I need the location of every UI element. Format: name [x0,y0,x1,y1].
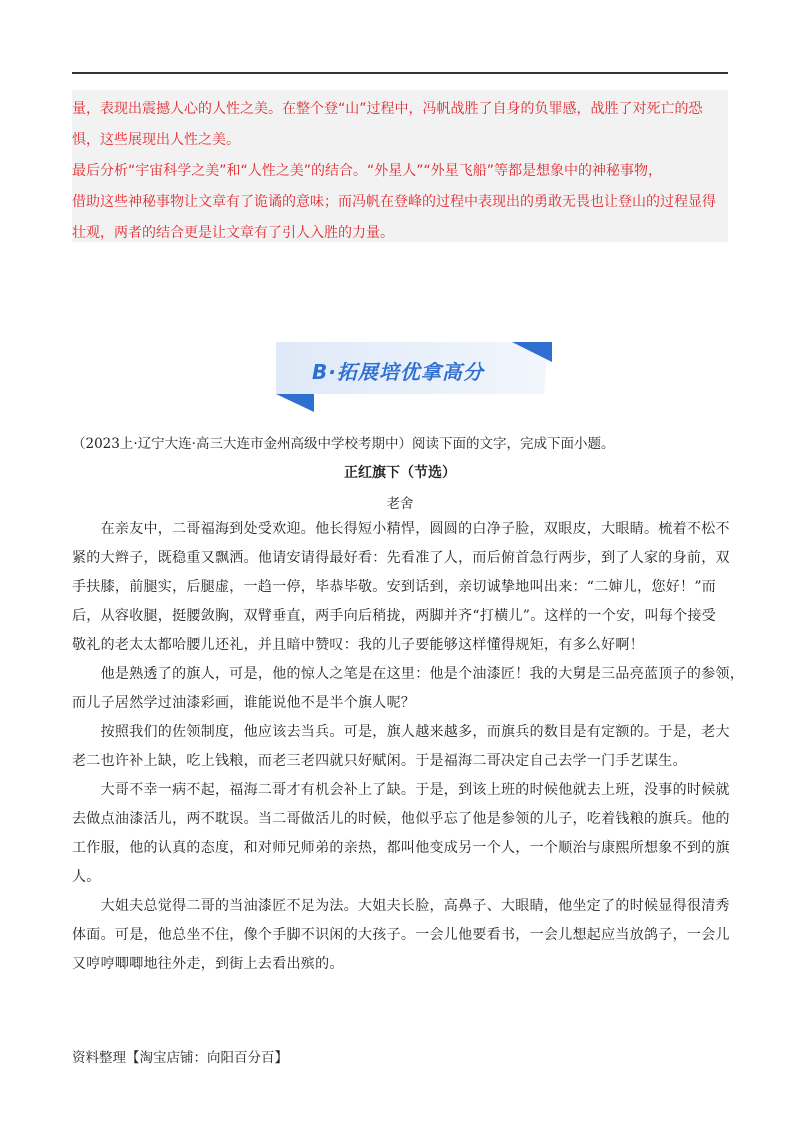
article-line: 大姐夫总觉得二哥的当油漆匠不足为法。大姐夫长脸，高鼻子、大眼睛，他坐定了的时候显得很清秀 [72,898,730,914]
answer-analysis-box [72,90,728,242]
question-source: （2023上·辽宁大连·高三大连市金州高级中学校考期中）阅读下面的文字，完成下面小题。 [72,436,615,452]
article-line: 而儿子居然学过油漆彩画，谁能说他不是半个旗人呢？ [72,695,416,711]
article-line: 手扶膝，前腿实，后腿虚，一趋一停，毕恭毕敬。安到话到，亲切诚挚地叫出来：“二婶儿，您好！”而 [72,579,717,595]
article-line: 去做点油漆活儿，两不耽误。当二哥做活儿的时候，他似乎忘了他是参领的儿子，吃着钱粮的旗兵。他的 [72,811,730,827]
article-line: 工作服，他的认真的态度，和对师兄师弟的亲热，都叫他变成另一个人，一个顺治与康熙所想象不到的旗 [72,840,730,856]
article-line: 又哼哼唧唧地往外走，到街上去看出殡的。 [72,956,344,972]
answer-line: 壮观，两者的结合更是让文章有了引人入胜的力量。 [72,225,394,241]
article-line: 按照我们的佐领制度，他应该去当兵。可是，旗人越来越多，而旗兵的数目是有定额的。于是，老大 [72,724,730,740]
answer-line: 惧，这些展现出人性之美。 [72,132,240,148]
banner-title: B·拓展培优拿高分 [312,360,484,384]
article-line: 在亲友中，二哥福海到处受欢迎。他长得短小精悍，圆圆的白净子脸，双眼皮，大眼睛。梳着不松不 [72,521,730,537]
article-body [72,515,745,979]
article-line: 老二也许补上缺，吃上钱粮，而老三老四就只好赋闲。于是福海二哥决定自己去学一门手艺谋生。 [72,753,687,769]
article-line: 体面。可是，他总坐不住，像个手脚不识闲的大孩子。一会儿他要看书，一会儿想起应当放鸽子，一会儿 [72,927,730,943]
article-line: 他是熟透了的旗人，可是，他的惊人之笔是在这里：他是个油漆匠！我的大舅是三品亮蓝顶子的参领， [72,666,745,682]
answer-line: 最后分析“宇宙科学之美”和“人性之美”的结合。“外星人”“外星飞船”等都是想象中的神秘事物， [72,163,663,179]
page-footer: 资料整理【淘宝店铺：向阳百分百】 [72,1050,288,1066]
answer-line: 借助这些神秘事物让文章有了诡谲的意味；而冯帆在登峰的过程中表现出的勇敢无畏也让登山的过程显得 [72,194,716,210]
article-line: 大哥不幸一病不起，福海二哥才有机会补上了缺。于是，到该上班的时候他就去上班，没事的时候就 [72,782,730,798]
article-line: 紧的大辫子，既稳重又飘洒。他请安请得最好看：先看准了人，而后俯首急行两步，到了人家的身前，双 [72,550,730,566]
article-title: 正红旗下（节选） [344,465,456,481]
section-banner [276,336,552,412]
article-author: 老舍 [386,496,414,512]
header-rule [72,72,728,74]
article-line: 敬礼的老太太都哈腰儿还礼，并且暗中赞叹：我的儿子要能够这样懂得规矩，有多么好啊！ [72,637,644,653]
answer-line: 量，表现出震撼人心的人性之美。在整个登“山”过程中，冯帆战胜了自身的负罪感，战胜了对死亡的恐 [72,101,703,117]
article-line: 后，从容收腿，挺腰敛胸，双臂垂直，两手向后稍拢，两脚并齐“打横儿”。这样的一个安，叫每个接受 [72,608,717,624]
article-line: 人。 [72,869,101,885]
